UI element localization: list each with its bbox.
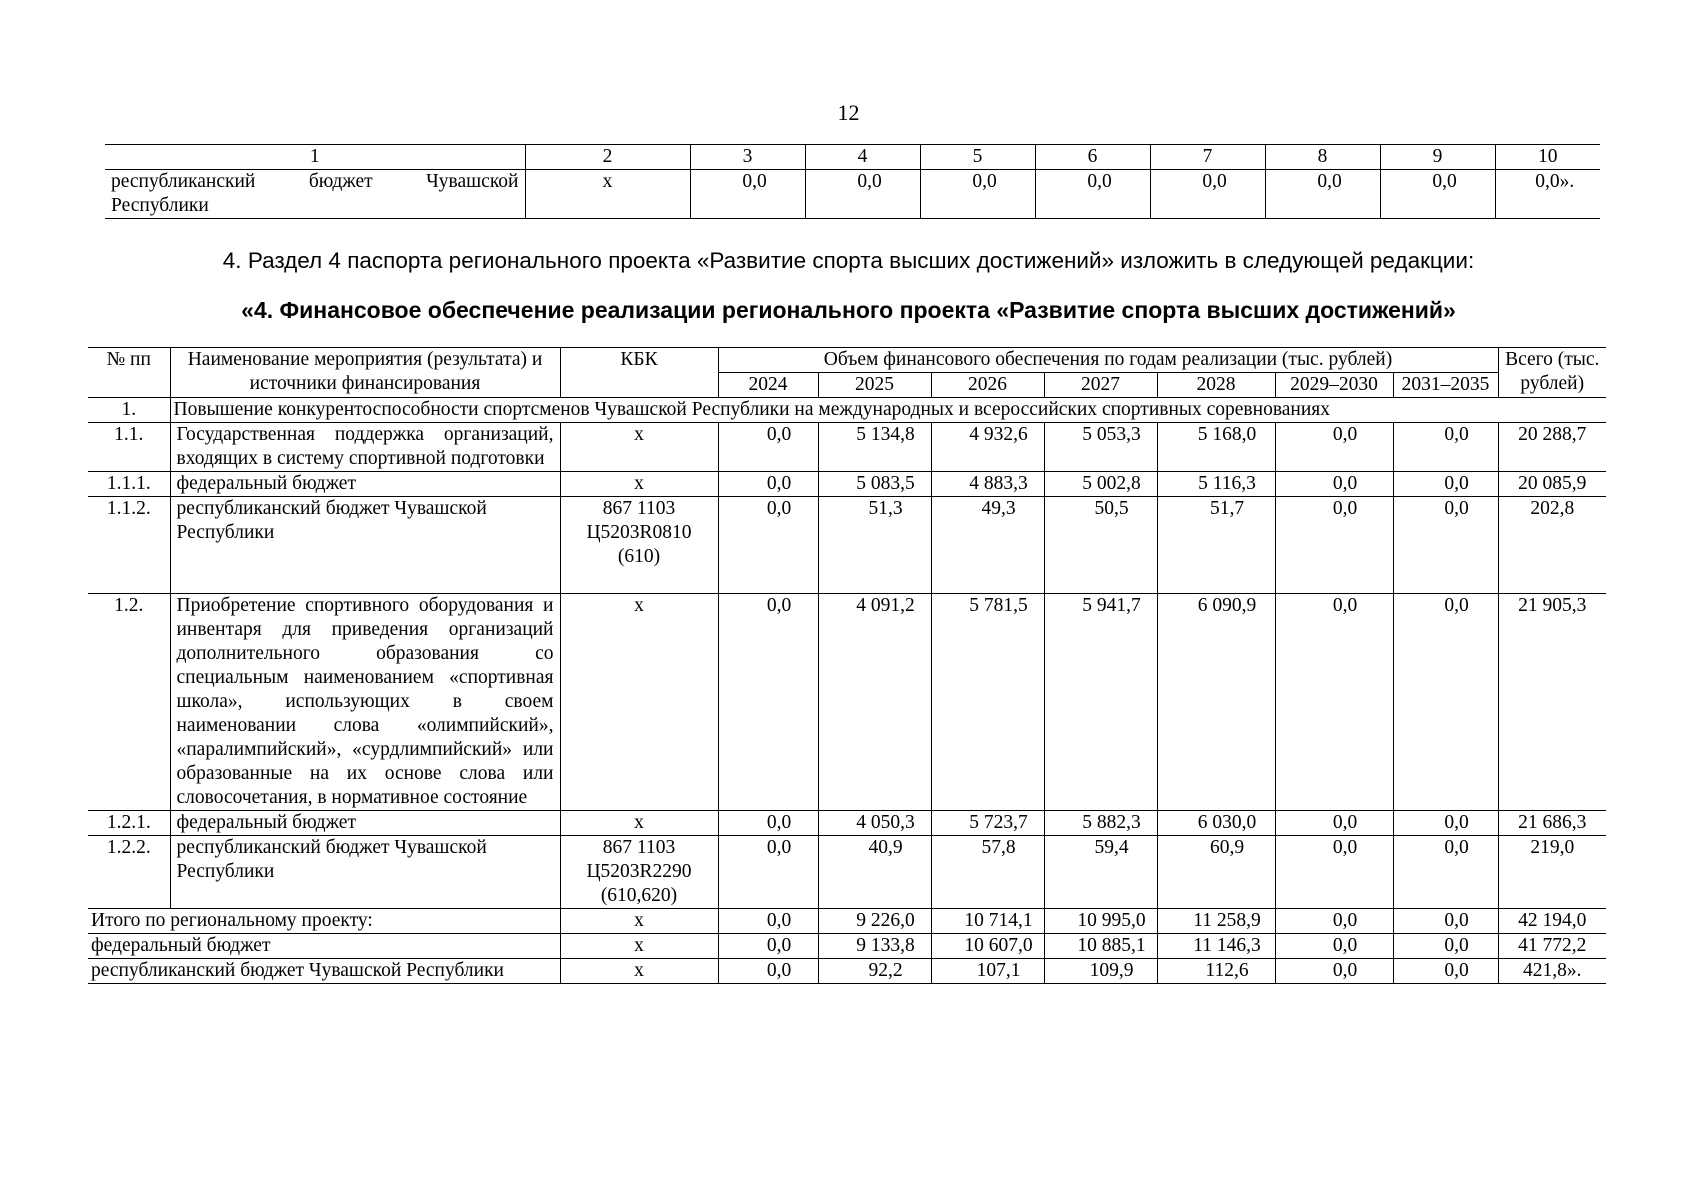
- header-year: 2026: [931, 373, 1044, 398]
- column-numbers-row: [105, 145, 1600, 170]
- totals-value: 10 995,0: [1044, 909, 1157, 934]
- totals-value: 10 885,1: [1044, 934, 1157, 959]
- totals-value: 9 226,0: [818, 909, 931, 934]
- header-volume: Объем финансового обеспечения по годам реализации (тыс. рублей): [718, 348, 1498, 373]
- row-name: федеральный бюджет: [170, 472, 560, 497]
- row-kbk: 867 1103 Ц5203R2290 (610,620): [560, 836, 718, 909]
- header-year: 2031–2035: [1393, 373, 1498, 398]
- row-value: 40,9: [818, 836, 931, 909]
- section-row-title: Повышение конкурентоспособности спортсменов Чувашской Республики на международных и всероссийских спортивных соревнованиях: [170, 398, 1606, 423]
- row-value: 5 134,8: [818, 423, 931, 472]
- row-value: 6 090,9: [1157, 594, 1275, 811]
- row-kbk: х: [560, 423, 718, 472]
- row-value: 0,0: [718, 472, 818, 497]
- row-total: 202,8: [1498, 497, 1606, 594]
- row-name: федеральный бюджет: [170, 811, 560, 836]
- row-value: 0,0: [718, 811, 818, 836]
- section-title: «4. Финансовое обеспечение реализации регионального проекта «Развитие спорта высших достижений»: [241, 297, 1456, 323]
- row-num: 1.2.1.: [88, 811, 170, 836]
- col-num: 4: [805, 145, 920, 170]
- totals-total: 42 194,0: [1498, 909, 1606, 934]
- totals-kbk: х: [560, 934, 718, 959]
- row-num: 1.1.: [88, 423, 170, 472]
- row-kbk: х: [560, 594, 718, 811]
- row-value: 0,0: [1393, 811, 1498, 836]
- row-value: 0,0: [690, 170, 805, 219]
- row-value: 0,0: [805, 170, 920, 219]
- totals-value: 9 133,8: [818, 934, 931, 959]
- row-value: 0,0: [1275, 811, 1393, 836]
- totals-name: Итого по региональному проекту:: [88, 909, 560, 934]
- row-num: 1.: [88, 398, 170, 423]
- table-row: [105, 170, 1600, 219]
- totals-row: [88, 959, 1606, 984]
- row-value: 0,0: [1275, 423, 1393, 472]
- row-value: 0,0: [1393, 423, 1498, 472]
- row-value: 0,0: [1380, 170, 1495, 219]
- row-value: 0,0: [1393, 836, 1498, 909]
- row-value: 0,0: [1393, 497, 1498, 594]
- row-value: 49,3: [931, 497, 1044, 594]
- row-value: 0,0: [1275, 836, 1393, 909]
- row-value: 0,0: [1275, 497, 1393, 594]
- totals-value: 0,0: [1393, 959, 1498, 984]
- row-kbk: х: [560, 811, 718, 836]
- row-value: 0,0: [1275, 594, 1393, 811]
- row-name: республиканский бюджет Чувашской Республики: [105, 170, 525, 219]
- col-num: 6: [1035, 145, 1150, 170]
- row-name: Приобретение спортивного оборудования и инвентаря для приведения организаций дополнительного образования со специальным наименованием «спортивная школа», использующих в своем наименовании слова «олимпийский», «паралимпийский», «сурдлимпийский» или образованные на их основе слова или словосочетания, в нормативное состояние: [170, 594, 560, 811]
- page-number: 12: [837, 100, 860, 125]
- row-value: 5 882,3: [1044, 811, 1157, 836]
- totals-value: 0,0: [1275, 934, 1393, 959]
- col-num: 5: [920, 145, 1035, 170]
- totals-total: 421,8».: [1498, 959, 1606, 984]
- row-value: 0,0: [1265, 170, 1380, 219]
- section-row: [88, 398, 1606, 423]
- totals-value: 10 714,1: [931, 909, 1044, 934]
- totals-value: 0,0: [718, 909, 818, 934]
- header-year: 2028: [1157, 373, 1275, 398]
- row-value: 5 723,7: [931, 811, 1044, 836]
- row-value: 4 883,3: [931, 472, 1044, 497]
- row-value: 5 168,0: [1157, 423, 1275, 472]
- table-row: [88, 836, 1606, 909]
- row-num: 1.1.1.: [88, 472, 170, 497]
- col-num: 3: [690, 145, 805, 170]
- totals-value: 0,0: [1393, 909, 1498, 934]
- row-value: 51,7: [1157, 497, 1275, 594]
- totals-value: 109,9: [1044, 959, 1157, 984]
- row-value: 57,8: [931, 836, 1044, 909]
- row-value: 5 083,5: [818, 472, 931, 497]
- col-num: 7: [1150, 145, 1265, 170]
- row-value: 50,5: [1044, 497, 1157, 594]
- table-row: [88, 594, 1606, 811]
- totals-value: 107,1: [931, 959, 1044, 984]
- totals-value: 0,0: [1275, 959, 1393, 984]
- header-num: № пп: [88, 348, 170, 398]
- totals-value: 112,6: [1157, 959, 1275, 984]
- row-value: 5 781,5: [931, 594, 1044, 811]
- row-num: 1.2.2.: [88, 836, 170, 909]
- totals-value: 11 258,9: [1157, 909, 1275, 934]
- col-num: 1: [105, 145, 525, 170]
- row-value: 5 002,8: [1044, 472, 1157, 497]
- col-num: 8: [1265, 145, 1380, 170]
- totals-row: [88, 909, 1606, 934]
- header-year: 2029–2030: [1275, 373, 1393, 398]
- row-value: 51,3: [818, 497, 931, 594]
- table-row: [88, 811, 1606, 836]
- row-total: 21 905,3: [1498, 594, 1606, 811]
- continuation-table: [105, 144, 1600, 219]
- totals-name: федеральный бюджет: [88, 934, 560, 959]
- totals-value: 0,0: [1275, 909, 1393, 934]
- row-total: 21 686,3: [1498, 811, 1606, 836]
- instruction-paragraph: 4. Раздел 4 паспорта регионального проекта «Развитие спорта высших достижений» изложить в следующей редакции:: [222, 248, 1475, 273]
- row-value: 0,0: [1150, 170, 1265, 219]
- row-value: 0,0: [1393, 472, 1498, 497]
- row-value: 5 053,3: [1044, 423, 1157, 472]
- col-num: 2: [525, 145, 690, 170]
- totals-value: 11 146,3: [1157, 934, 1275, 959]
- totals-row: [88, 934, 1606, 959]
- row-total: 20 288,7: [1498, 423, 1606, 472]
- row-value: 0,0».: [1495, 170, 1600, 219]
- totals-value: 92,2: [818, 959, 931, 984]
- row-num: 1.2.: [88, 594, 170, 811]
- totals-value: 0,0: [718, 934, 818, 959]
- col-num: 9: [1380, 145, 1495, 170]
- row-kbk: х: [560, 472, 718, 497]
- header-total: Всего (тыс. рублей): [1498, 348, 1606, 398]
- row-value: 60,9: [1157, 836, 1275, 909]
- row-total: 219,0: [1498, 836, 1606, 909]
- header-year: 2025: [818, 373, 931, 398]
- row-name: Государственная поддержка организаций, входящих в систему спортивной подготовки: [170, 423, 560, 472]
- totals-name: республиканский бюджет Чувашской Республики: [88, 959, 560, 984]
- row-value: 0,0: [1393, 594, 1498, 811]
- row-value: 0,0: [718, 423, 818, 472]
- row-name: республиканский бюджет Чувашской Республики: [170, 497, 560, 594]
- totals-total: 41 772,2: [1498, 934, 1606, 959]
- header-year: 2027: [1044, 373, 1157, 398]
- row-value: 4 050,3: [818, 811, 931, 836]
- header-kbk: КБК: [560, 348, 718, 398]
- col-num: 10: [1495, 145, 1600, 170]
- row-value: 59,4: [1044, 836, 1157, 909]
- table-row: [88, 472, 1606, 497]
- row-kbk: 867 1103 Ц5203R0810 (610): [560, 497, 718, 594]
- totals-value: 10 607,0: [931, 934, 1044, 959]
- totals-value: 0,0: [1393, 934, 1498, 959]
- row-value: 0,0: [718, 594, 818, 811]
- row-value: 0,0: [1275, 472, 1393, 497]
- row-kbk: х: [525, 170, 690, 219]
- totals-kbk: х: [560, 959, 718, 984]
- row-value: 4 932,6: [931, 423, 1044, 472]
- row-value: 6 030,0: [1157, 811, 1275, 836]
- row-value: 0,0: [920, 170, 1035, 219]
- row-name: республиканский бюджет Чувашской Республики: [170, 836, 560, 909]
- table-row: [88, 423, 1606, 472]
- row-value: 5 941,7: [1044, 594, 1157, 811]
- financing-table: [88, 347, 1606, 984]
- totals-kbk: х: [560, 909, 718, 934]
- row-value: 0,0: [1035, 170, 1150, 219]
- header-year: 2024: [718, 373, 818, 398]
- row-value: 0,0: [718, 497, 818, 594]
- header-name: Наименование мероприятия (результата) и источники финансирования: [170, 348, 560, 398]
- header-row: [88, 348, 1606, 373]
- row-num: 1.1.2.: [88, 497, 170, 594]
- row-value: 0,0: [718, 836, 818, 909]
- table-row: [88, 497, 1606, 594]
- row-total: 20 085,9: [1498, 472, 1606, 497]
- row-value: 5 116,3: [1157, 472, 1275, 497]
- totals-value: 0,0: [718, 959, 818, 984]
- row-value: 4 091,2: [818, 594, 931, 811]
